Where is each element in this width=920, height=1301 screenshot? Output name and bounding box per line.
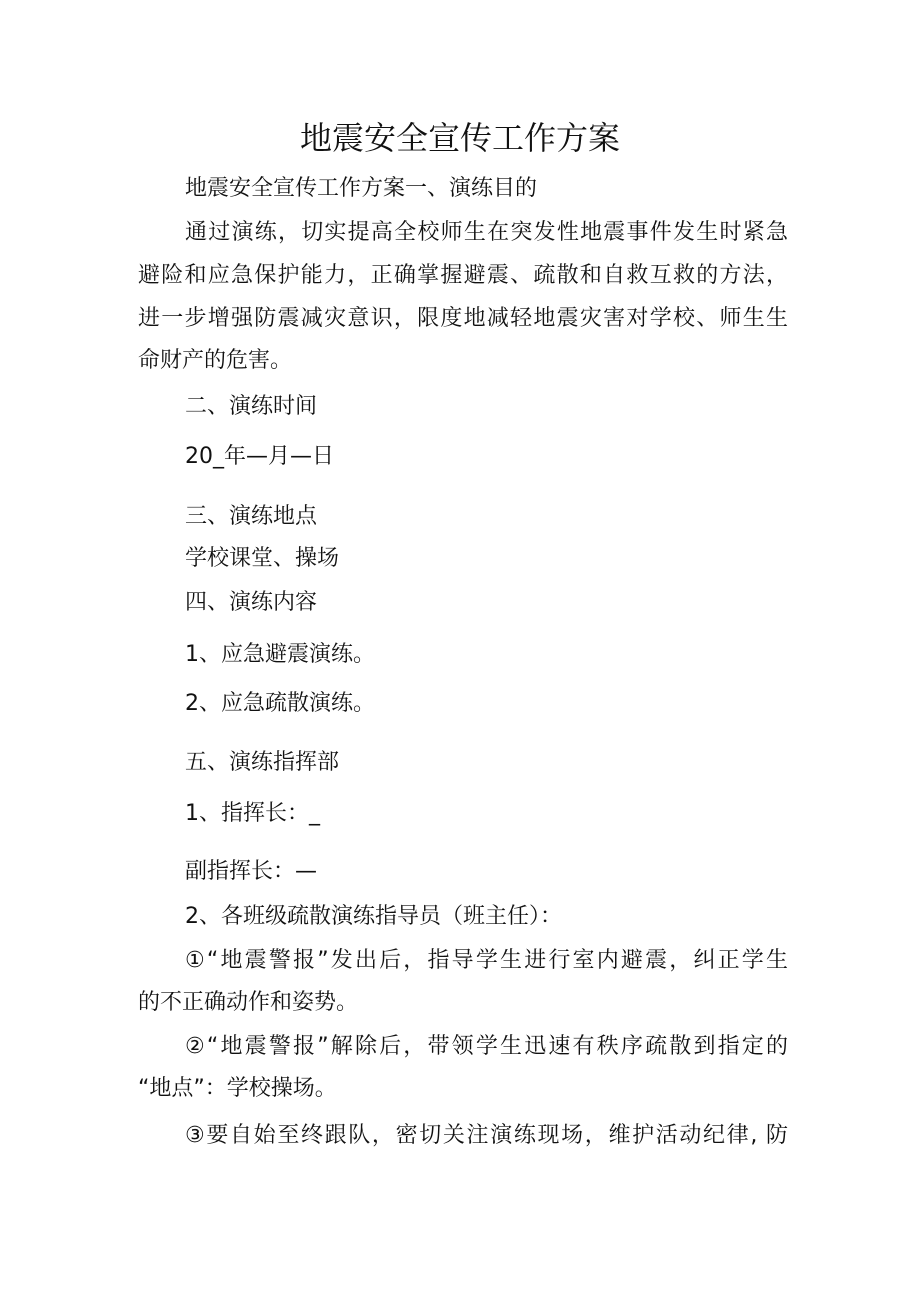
paragraph-line: ①“地震警报”发出后，指导学生进行室内避震，纠正学生: [185, 948, 788, 973]
paragraph-line: 命财产的危害。: [138, 348, 293, 373]
paragraph-line: 学校课堂、操场: [185, 546, 340, 571]
paragraph-line: 进一步增强防震减灾意识，限度地减轻地震灾害对学校、师生生: [138, 306, 788, 331]
section-heading: 二、演练时间: [185, 394, 318, 419]
paragraph-line: 避险和应急保护能力，正确掌握避震、疏散和自救互救的方法，: [138, 263, 788, 288]
paragraph-line: 20_年—月—日: [185, 444, 334, 469]
section-heading: 五、演练指挥部: [185, 750, 340, 775]
paragraph-line: ②“地震警报”解除后，带领学生迅速有秩序疏散到指定的: [185, 1034, 788, 1059]
paragraph-line: 地震安全宣传工作方案一、演练目的: [185, 176, 538, 201]
paragraph-line: ③要自始至终跟队，密切关注演练现场，维护活动纪律, 防: [185, 1123, 788, 1148]
list-item: 2、应急疏散演练。: [185, 691, 375, 716]
document-title: 地震安全宣传工作方案: [299, 119, 620, 157]
section-heading: 四、演练内容: [185, 590, 318, 615]
paragraph-line: “地点”：学校操场。: [138, 1076, 337, 1101]
list-item: 1、指挥长：_: [185, 801, 320, 826]
list-item: 1、应急避震演练。: [185, 642, 375, 667]
section-heading: 三、演练地点: [185, 504, 318, 529]
paragraph-line: 通过演练，切实提高全校师生在突发性地震事件发生时紧急: [185, 220, 788, 245]
paragraph-line: 的不正确动作和姿势。: [138, 990, 359, 1015]
paragraph-line: 副指挥长：—: [185, 859, 318, 884]
list-item: 2、各班级疏散演练指导员（班主任）：: [185, 904, 562, 929]
